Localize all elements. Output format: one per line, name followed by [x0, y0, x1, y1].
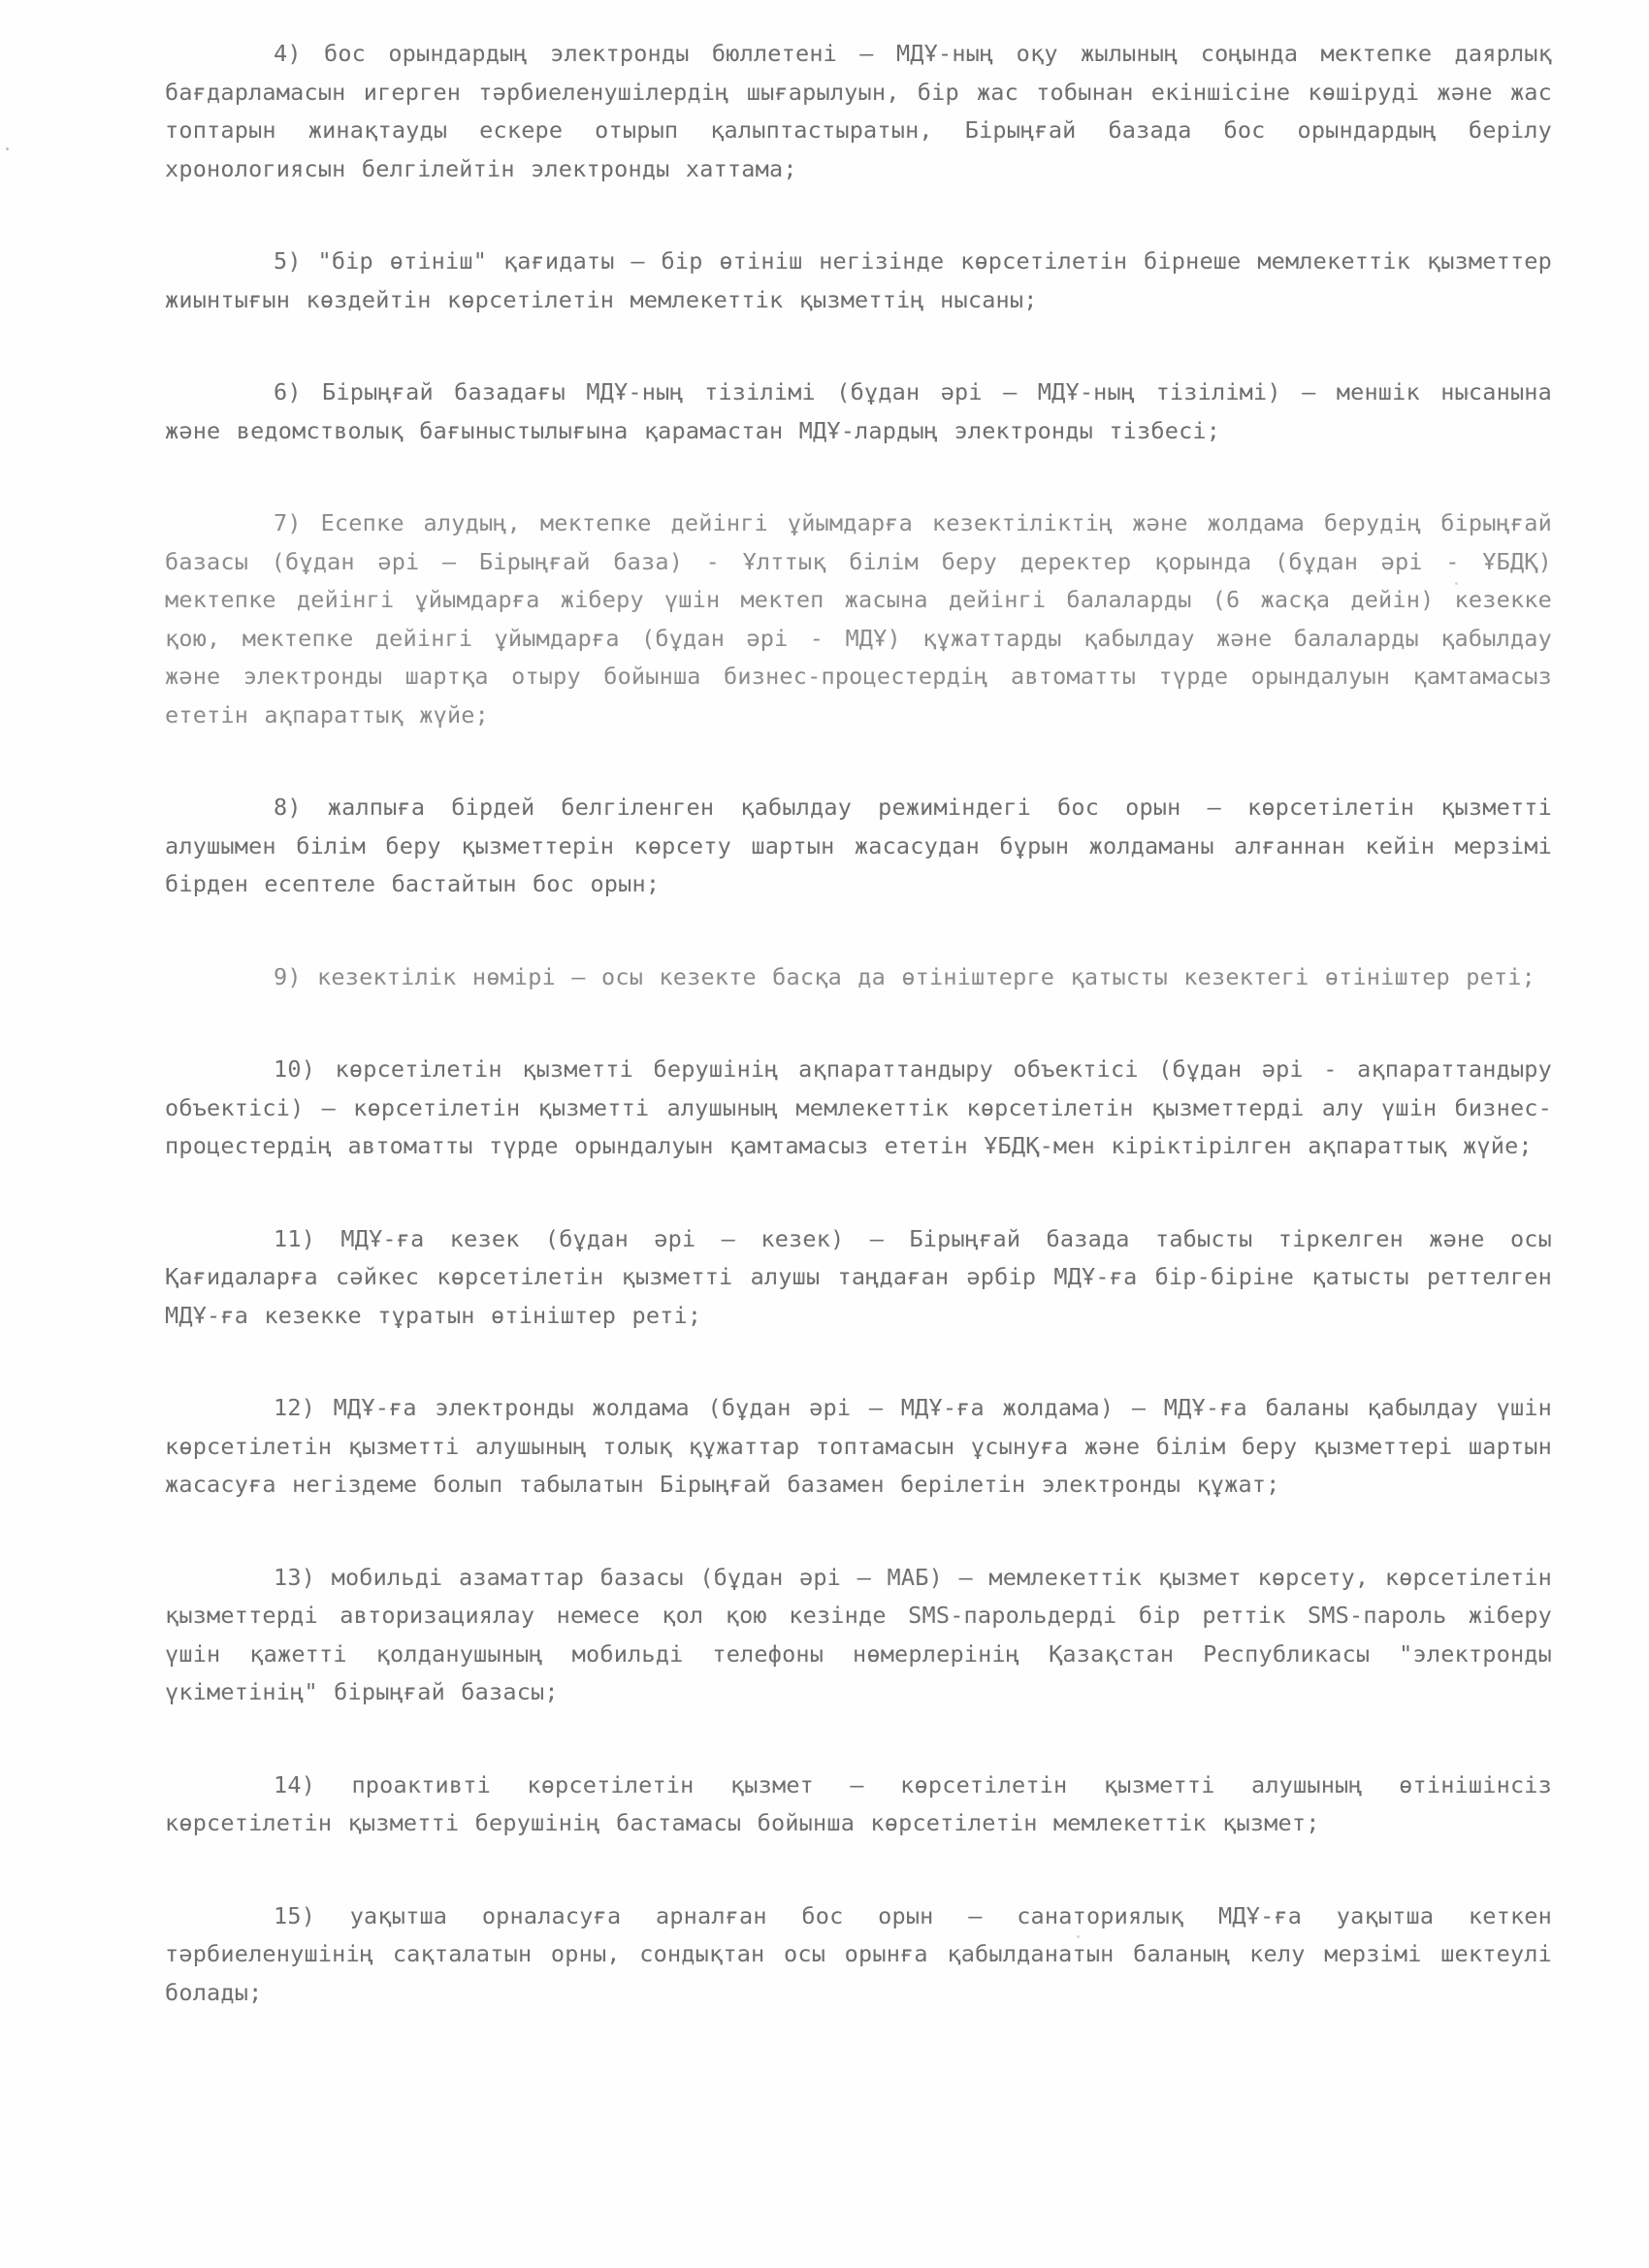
paragraph-item-15: 15) уақытша орналасуға арналған бос орын – санаториялық МДҰ-ға уақытша кеткен тәрбиеленушінің сақталатын орны, сондықтан осы орынға қабылданатын баланың келу мерзімі шектеулі болады; — [165, 1901, 1552, 2006]
paragraph-item-10: 10) көрсетілетін қызметті берушінің ақпараттандыру объектісі (бұдан әрі - ақпараттандыру объектісі) – көрсетілетін қызметті алушының мемлекеттік көрсетілетін қызметтерді алу үшін бизнес-процестердің автоматты түрде орындалуын қамтамасыз ететін ҰБДҚ-мен кіріктірілген ақпараттық жүйе; — [165, 1055, 1552, 1159]
paragraph-item-5: 5) "бір өтініш" қағидаты – бір өтініш негізінде көрсетілетін бірнеше мемлекеттік қызметтер жиынтығын көздейтін көрсетілетін мемлекеттік қызметтің нысаны; — [165, 247, 1552, 313]
paragraph-item-6: 6) Бірыңғай базадағы МДҰ-ның тізілімі (бұдан әрі – МДҰ-ның тізілімі) – меншік нысанына және ведомстволық бағыныстылығына қарамастан МДҰ-лардың электронды тізбесі; — [165, 378, 1552, 444]
paragraph-item-7: 7) Есепке алудың, мектепке дейінгі ұйымдарға кезектіліктің және жолдама берудің бірыңғай базасы (бұдан әрі – Бірыңғай база) - Ұлттық білім беру деректер қорында (бұдан әрі - ҰБДҚ) мектепке дейінгі ұйымдарға жіберу үшін мектеп жасына дейінгі балаларды (6 жасқа дейін) кезекке қою, мектепке дейінгі ұйымдарға (бұдан әрі - МДҰ) құжаттарды қабылдау және балаларды қабылдау және электронды шартқа отыру бойынша бизнес-процестердің автоматты түрде орындалуын қамтамасыз ететін ақпараттық жүйе; — [165, 509, 1552, 729]
paragraph-item-8: 8) жалпыға бірдей белгіленген қабылдау режиміндегі бос орын – көрсетілетін қызметті алушымен білім беру қызметтерін көрсету шартын жасасудан бұрын жолдаманы алғаннан кейін мерзімі бірден есептеле бастайтын бос орын; — [165, 794, 1552, 897]
paragraph-item-13: 13) мобильді азаматтар базасы (бұдан әрі – МАБ) – мемлекеттік қызмет көрсету, көрсетілетін қызметтерді авторизациялау немесе қол қою кезінде SMS-парольдерді бір реттік SMS-пароль жіберу үшін қажетті қолданушының мобильді телефоны нөмерлерінің Қазақстан Республикасы "электронды үкіметінің" бірыңғай базасы; — [165, 1563, 1552, 1705]
document-body — [165, 35, 1552, 2066]
paragraph-item-4: 4) бос орындардың электронды бюллетені – МДҰ-ның оқу жылының соңында мектепке даярлық бағдарламасын игерген тәрбиеленушілердің шығарылуын, бір жас тобынан екіншісіне көшіруді және жас топтарын жинақтауды ескере отырып қалыптастыратын, Бірыңғай базада бос орындардың берілу хронологиясын белгілейтін электронды хаттама; — [165, 40, 1552, 182]
paragraph-item-9: 9) кезектілік нөмірі – осы кезекте басқа да өтініштерге қатысты кезектегі өтініштер реті; — [274, 962, 1536, 990]
paragraph-item-12: 12) МДҰ-ға электронды жолдама (бұдан әрі – МДҰ-ға жолдама) – МДҰ-ға баланы қабылдау үшін көрсетілетін қызметті алушының толық құжаттар топтамасын ұсынуға және білім беру қызметтері шартын жасасуға негіздеме болып табылатын Бірыңғай базамен берілетін электронды құжат; — [165, 1394, 1552, 1498]
paragraph-item-11: 11) МДҰ-ға кезек (бұдан әрі – кезек) – Бірыңғай базада табысты тіркелген және осы Қағидаларға сәйкес көрсетілетін қызметті алушы таңдаған әрбір МДҰ-ға бір-біріне қатысты реттелген МДҰ-ға кезекке тұратын өтініштер реті; — [165, 1224, 1552, 1329]
scan-speck — [6, 147, 9, 150]
paragraph-item-14: 14) проактивті көрсетілетін қызмет – көрсетілетін қызметті алушының өтінішінсіз көрсетілетін қызметті берушінің бастамасы бойынша көрсетілетін мемлекеттік қызмет; — [165, 1770, 1552, 1836]
